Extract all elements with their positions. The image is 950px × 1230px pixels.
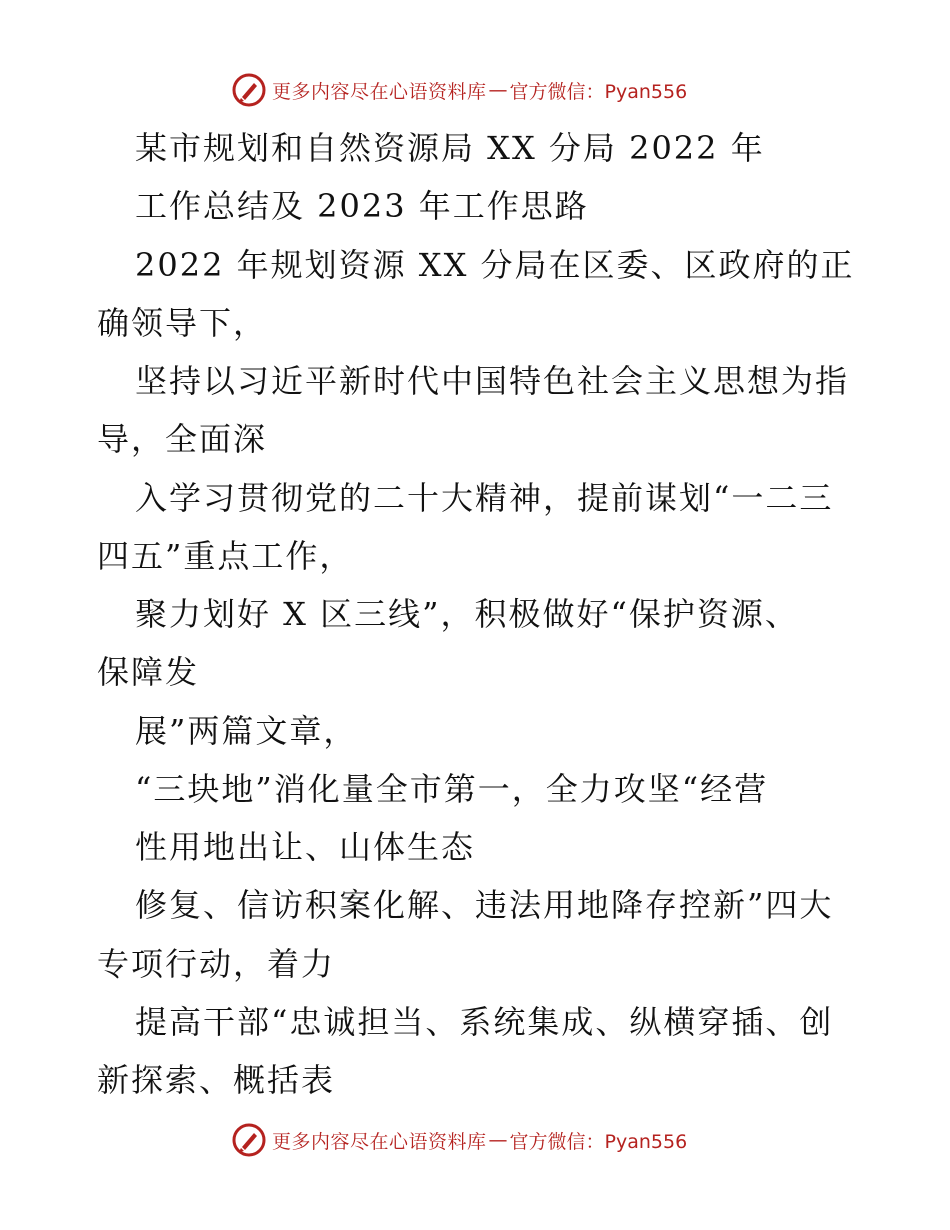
doc-line: 确领导下， bbox=[97, 304, 268, 342]
pen-logo-icon bbox=[232, 1123, 266, 1157]
doc-line: 四五”重点工作， bbox=[97, 537, 354, 575]
doc-line: 导，全面深 bbox=[97, 420, 268, 458]
header-banner-separator: — bbox=[488, 79, 508, 101]
doc-line: 提高干部“忠诚担当、系统集成、纵横穿插、创 bbox=[135, 1003, 834, 1041]
header-banner-text: 更多内容尽在心语资料库 bbox=[272, 80, 487, 103]
header-banner-contact: 官方微信：Pyan556 bbox=[509, 80, 688, 103]
footer-banner-contact: 官方微信：Pyan556 bbox=[509, 1130, 688, 1153]
footer-banner-separator: — bbox=[488, 1129, 508, 1151]
header-banner bbox=[232, 70, 752, 110]
doc-line: 保障发 bbox=[97, 653, 200, 691]
doc-line: 新探索、概括表 bbox=[97, 1061, 336, 1099]
doc-line: 2022 年规划资源 XX 分局在区委、区政府的正 bbox=[135, 246, 855, 284]
doc-line: 修复、信访积案化解、违法用地降存控新”四大 bbox=[135, 886, 834, 924]
doc-line: 展”两篇文章， bbox=[135, 712, 358, 750]
doc-title-line-2: 工作总结及 2023 年工作思路 bbox=[135, 187, 589, 225]
doc-title-line-1: 某市规划和自然资源局 XX 分局 2022 年 bbox=[135, 129, 765, 167]
footer-banner-text: 更多内容尽在心语资料库 bbox=[272, 1130, 487, 1153]
doc-line: 坚持以习近平新时代中国特色社会主义思想为指 bbox=[135, 362, 850, 400]
doc-line: 专项行动，着力 bbox=[97, 945, 336, 983]
doc-line: 聚力划好 X 区三线”，积极做好“保护资源、 bbox=[135, 595, 799, 633]
doc-line: 入学习贯彻党的二十大精神，提前谋划“一二三 bbox=[135, 479, 834, 517]
pen-logo-icon bbox=[232, 73, 266, 107]
doc-line: “三块地”消化量全市第一，全力攻坚“经营 bbox=[135, 770, 769, 808]
footer-banner bbox=[232, 1120, 752, 1160]
doc-line: 性用地出让、山体生态 bbox=[135, 828, 476, 866]
